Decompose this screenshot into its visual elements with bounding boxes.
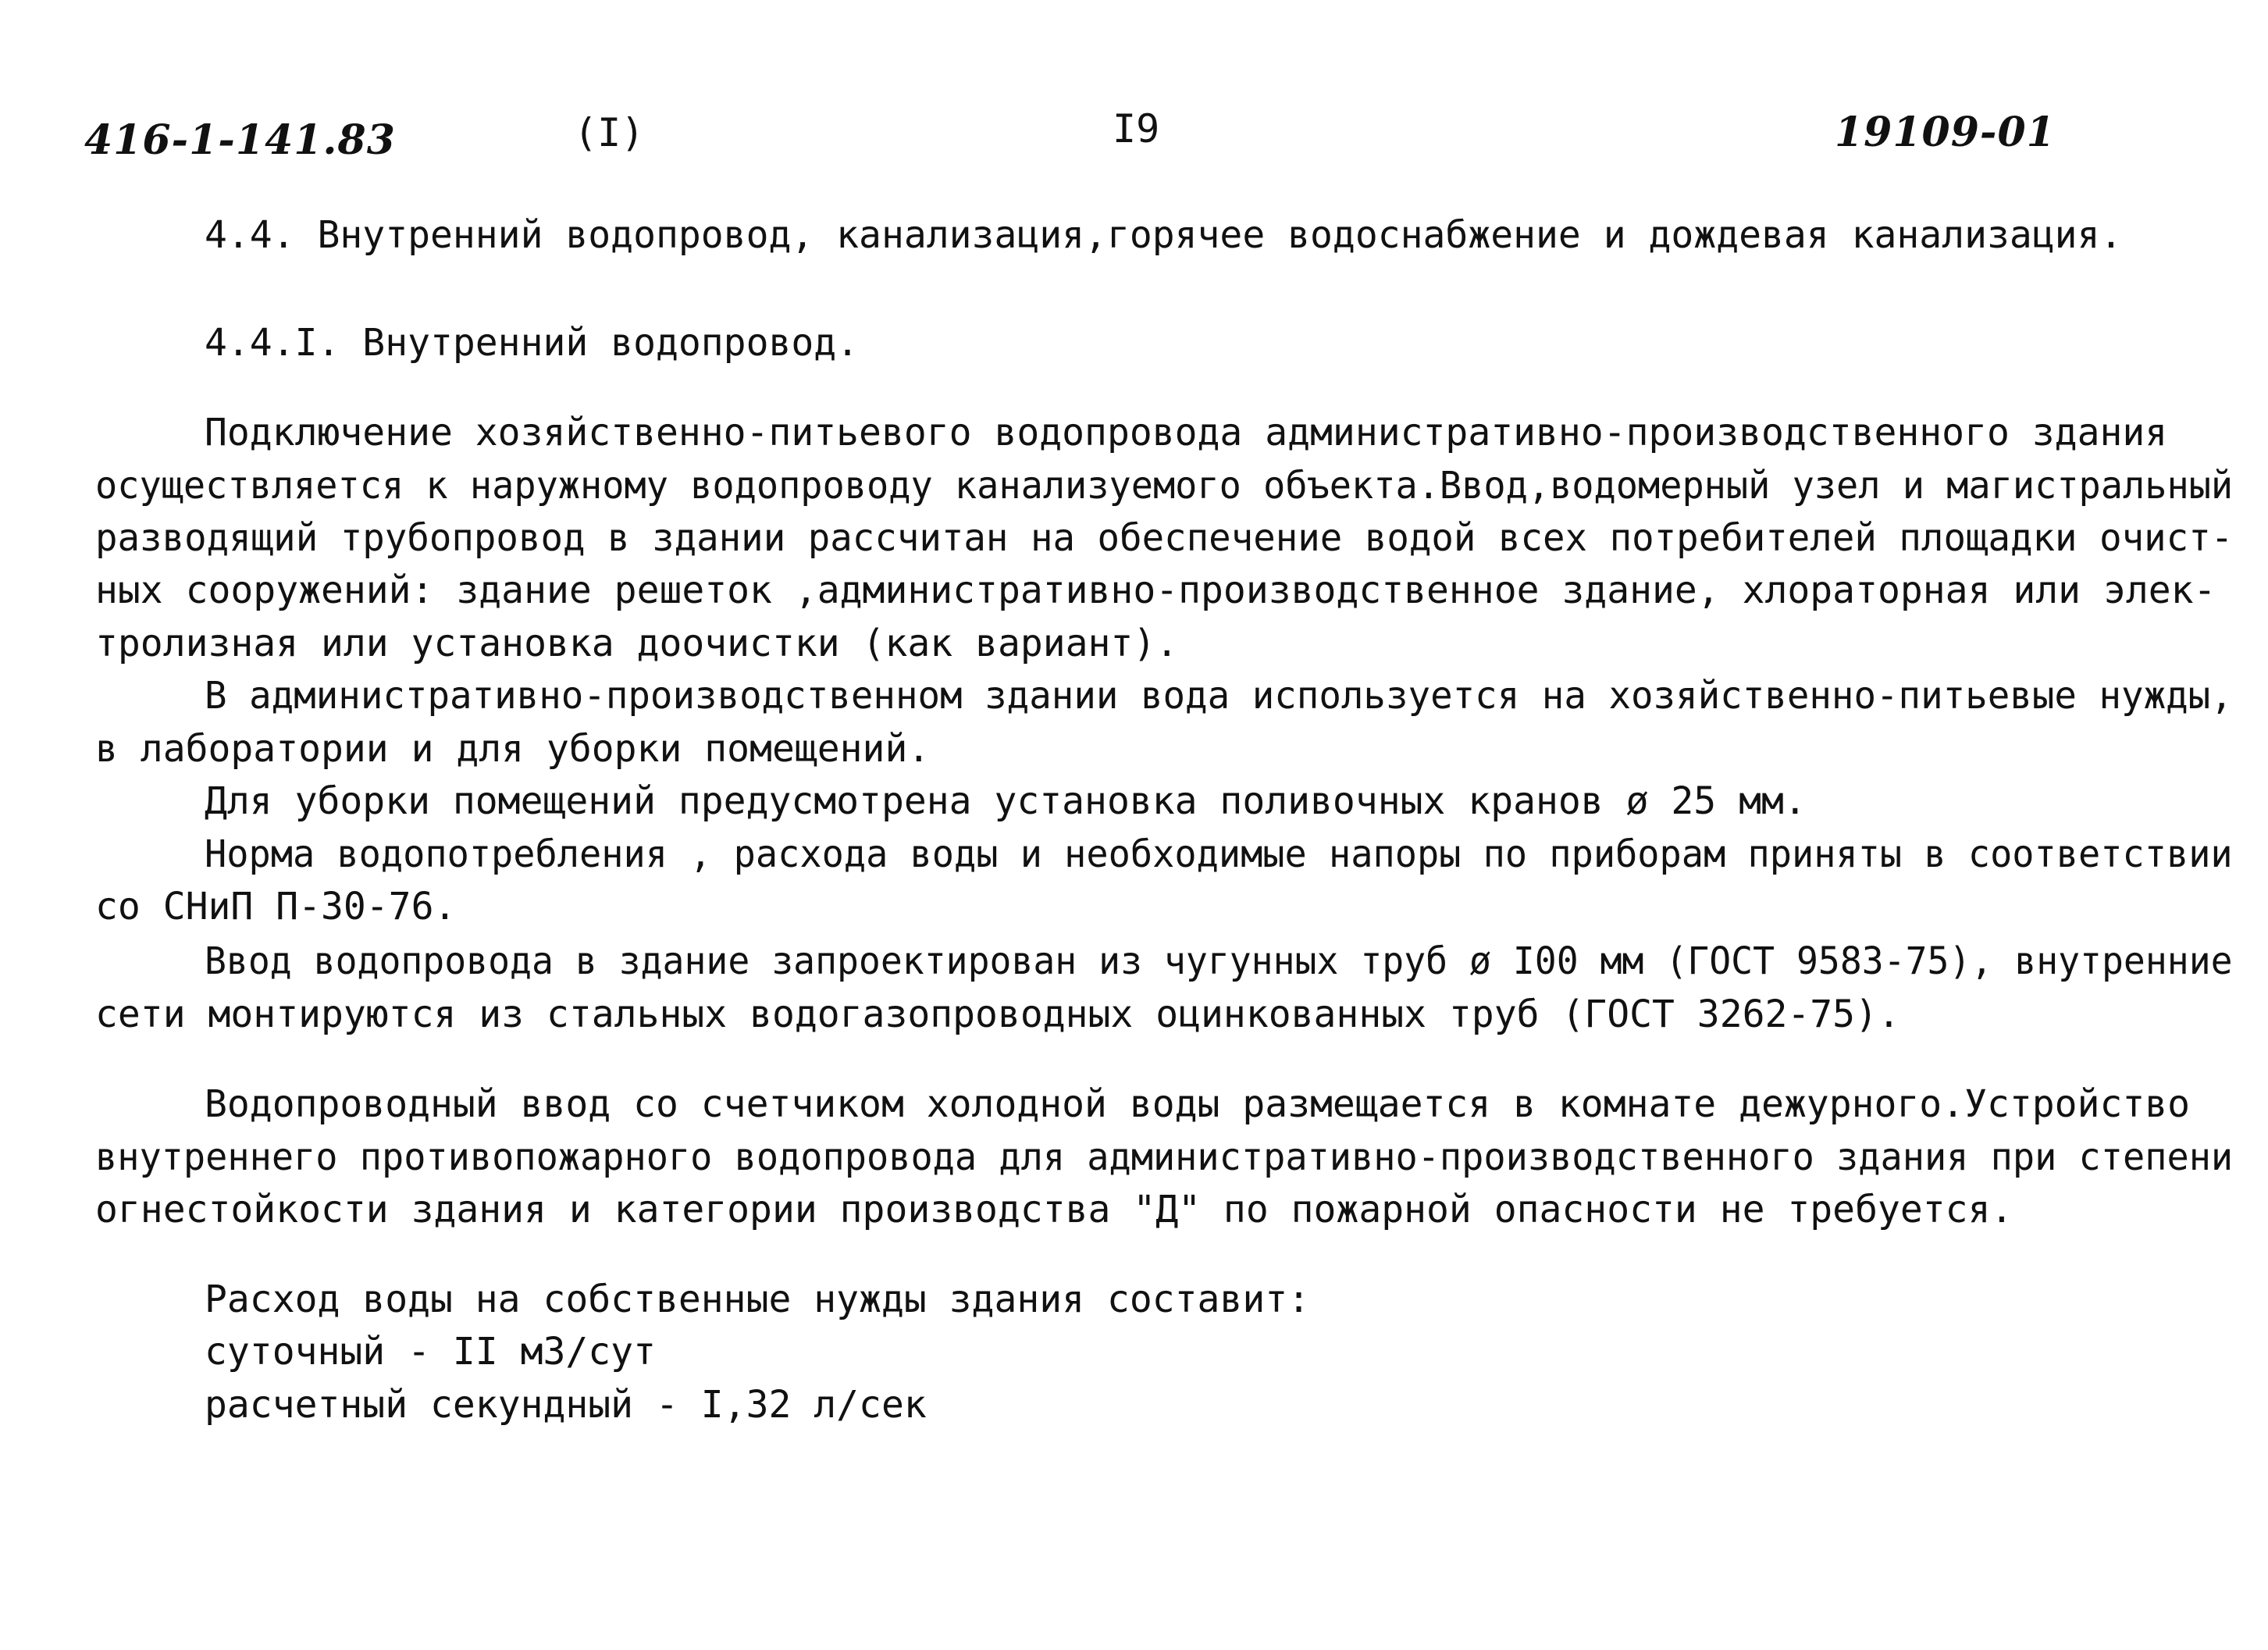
subsection-heading: 4.4.I. Внутренний водопровод.	[205, 321, 860, 365]
paragraph-line: расчетный секундный - I,32 л/сек	[205, 1383, 927, 1427]
paragraph-line: в лаборатории и для уборки помещений.	[95, 727, 931, 771]
paragraph-line: тролизная или установка доочистки (как вариант).	[95, 622, 1179, 665]
paragraph-line: разводящий трубопровод в здании рассчитан на обеспечение водой всех потребителей площадки очист-	[95, 516, 2234, 560]
paragraph-line: Норма водопотребления , расхода воды и необходимые напоры по приборам приняты в соответствии	[205, 832, 2233, 876]
paragraph-line: Для уборки помещений предусмотрена установка поливочных кранов ø 25 мм.	[205, 779, 1807, 823]
paragraph-line: В административно-производственном здании вода используется на хозяйственно-питьевые нужды,	[205, 674, 2233, 718]
paragraph-line: Водопроводный ввод со счетчиком холодной воды размещается в комнате дежурного.Устройство	[205, 1082, 2191, 1126]
paragraph-line: ных сооружений: здание решеток ,административно-производственное здание, хлораторная или элек-	[95, 568, 2216, 612]
paragraph-line: сети монтируются из стальных водогазопроводных оцинкованных труб (ГОСТ 3262-75).	[95, 992, 1900, 1036]
doc-code: 416-1-141.83	[84, 116, 396, 164]
paragraph-line: суточный - II м3/сут	[205, 1330, 656, 1374]
paragraph-line: Расход воды на собственные нужды здания составит:	[205, 1278, 1311, 1321]
paragraph-line: осуществляется к наружному водопроводу канализуемого объекта.Ввод,водомерный узел и магистральный	[95, 464, 2234, 508]
page-number: I9	[1113, 106, 1160, 151]
doc-number: 19109-01	[1835, 109, 2056, 156]
section-heading: 4.4. Внутренний водопровод, канализация,горячее водоснабжение и дождевая канализация.	[205, 213, 2123, 257]
paragraph-line: Подключение хозяйственно-питьевого водопровода административно-производственного здания	[205, 411, 2168, 454]
paragraph-line: Ввод водопровода в здание запроектирован из чугунных труб ø I00 мм (ГОСТ 9583-75), внутренние	[205, 939, 2233, 983]
paragraph-line: внутреннего противопожарного водопровода для административно-производственного здания при степени	[95, 1135, 2234, 1179]
paragraph-line: со СНиП П-30-76.	[95, 885, 457, 928]
paragraph-line: огнестойкости здания и категории производства "Д" по пожарной опасности не требуется.	[95, 1188, 2013, 1231]
sheet-marker: (I)	[574, 110, 645, 155]
